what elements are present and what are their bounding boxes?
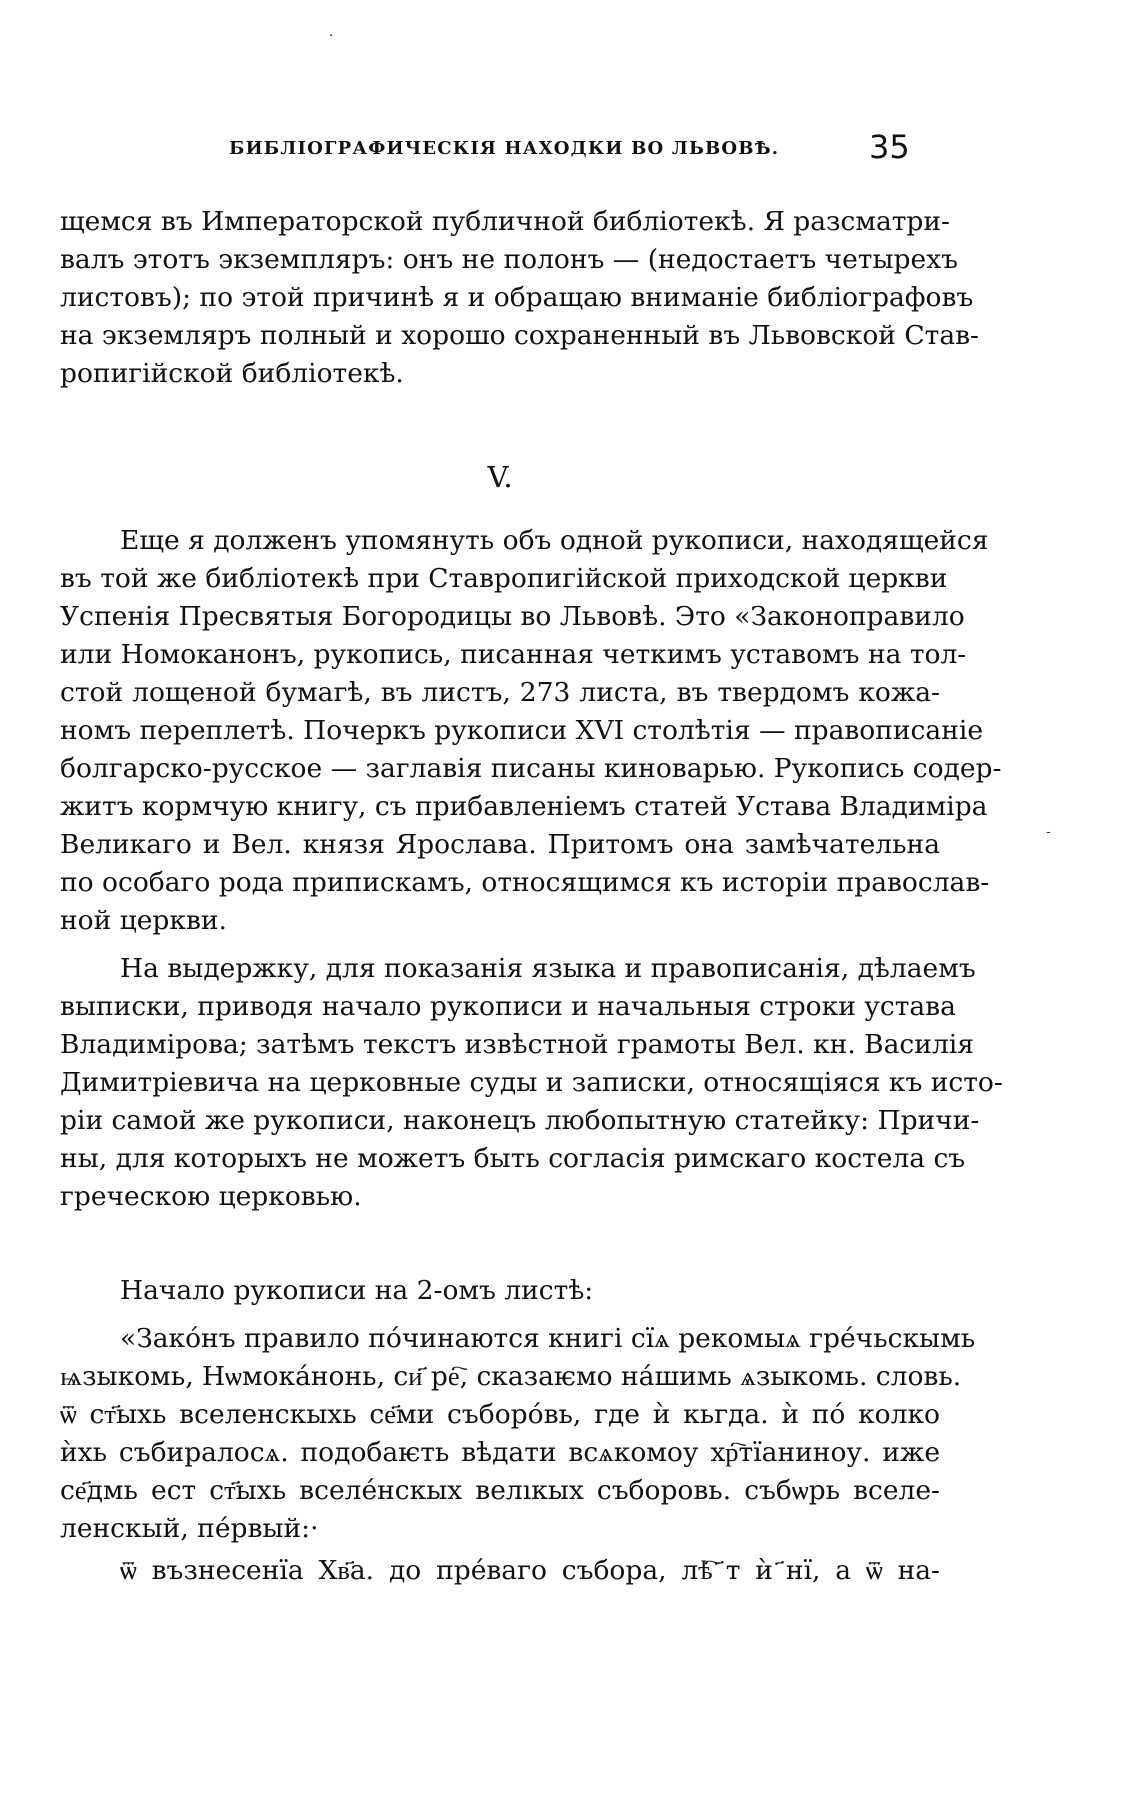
text-line: листовъ); по этой причинѣ я и обращаю вниманіе библіографовъ — [60, 282, 974, 313]
paragraph-manuscript-description — [60, 522, 1002, 940]
text-line: Великаго и Вел. князя Ярослава. Притомъ она замѣчательна — [60, 829, 940, 860]
quote-line: се҃дмь ест ст҃ыхь вселе́нскых велıкых съборовь. събѡрь вселе- — [60, 1475, 940, 1506]
text-line: въ той же библіотекѣ при Ставропигійской приходской церкви — [60, 563, 948, 594]
quote-line: ленскый, пе́рвый:· — [60, 1513, 319, 1544]
text-line: ны, для которыхъ не можетъ быть согласія римскаго костела съ — [60, 1143, 966, 1174]
text-line: болгарско-русское — заглавія писаны киноварью. Рукопись содер- — [60, 753, 1002, 784]
text-line: щемся въ Императорской публичной библіотекѣ. Я разсматри- — [60, 206, 951, 237]
text-line: ріи самой же рукописи, наконецъ любопытную статейку: Причи- — [60, 1105, 980, 1136]
text-line: ной церкви. — [60, 905, 227, 936]
quote-line: «Зако́нъ правило по́чинаются книгі сїѧ рекомыѧ гре́чьскымь — [120, 1323, 976, 1354]
paragraph-excerpts-plan — [60, 950, 1003, 1216]
text-line: или Номоканонъ, рукопись, писанная четкимъ уставомъ на тол- — [60, 639, 967, 670]
text-line: ропигійской библіотекѣ. — [60, 358, 404, 389]
running-head: БИБЛІОГРАФИЧЕСКІЯ НАХОДКИ ВО ЛЬВОВѢ. — [229, 138, 780, 159]
quote-line-cut: ѿ възнесенїа Хв҃а. до пре́ваго събора, лѣ҇ ҃т ѝ ҃нї, а ѿ на- — [120, 1555, 940, 1586]
section-heading: V. — [487, 460, 513, 494]
quote-line: ѩзыкомь, Нѡмока́нонь, си҃ ре҇, сказаѥмо на́шимь ѧзыкомь. словь. — [60, 1361, 962, 1392]
quote-line: ѝхь събиралосѧ. подобаѥть вѣдати всѧкомоу хр҇тїанинoу. иже — [60, 1437, 940, 1468]
text-line: Димитріевича на церковные суды и записки, относящіяся къ исто- — [60, 1067, 1003, 1098]
paragraph-manuscript-start — [60, 1272, 940, 1310]
text-line: На выдержку, для показанія языка и правописанія, дѣлаемъ — [120, 953, 976, 984]
stray-dot-mark: · — [329, 28, 334, 44]
text-line: на экземляръ полный и хорошо сохраненный въ Львовской Став- — [60, 320, 979, 351]
text-line: по особаго рода припискамъ, относящимся къ исторіи православ- — [60, 867, 990, 898]
paragraph-continuation — [60, 203, 979, 393]
text-line: Еще я долженъ упомянуть объ одной рукописи, находящейся — [120, 525, 989, 556]
text-line: валъ этотъ экземпляръ: онъ не полонъ — (недостаетъ четырехъ — [60, 244, 959, 275]
page-number: 35 — [869, 128, 910, 166]
text-line: греческою церковью. — [60, 1181, 362, 1212]
church-slavonic-quote — [60, 1320, 976, 1590]
text-line: Успенія Пресвятыя Богородицы во Львовѣ. Это «Законоправило — [60, 601, 965, 632]
text-line: Владимірова; затѣмъ текстъ извѣстной грамоты Вел. кн. Василія — [60, 1029, 974, 1060]
text-line: житъ кормчую книгу, съ прибавленіемъ статей Устава Владиміра — [60, 791, 988, 822]
quote-line: ѿ ст҃ыхь вселенскыхь се҃ми съборо́вь, где ѝ кьгда. ѝ по́ колко — [60, 1399, 940, 1430]
text-line: выписки, приводя начало рукописи и начальныя строки устава — [60, 991, 956, 1022]
text-line: Начало рукописи на 2-омъ листѣ: — [120, 1275, 594, 1306]
stray-dash-mark: - — [1046, 824, 1051, 840]
text-line: стой лощеной бумагѣ, въ листъ, 273 листа, въ твердомъ кожа- — [60, 677, 940, 708]
text-line: номъ переплетѣ. Почеркъ рукописи XVI столѣтія — правописаніе — [60, 715, 984, 746]
